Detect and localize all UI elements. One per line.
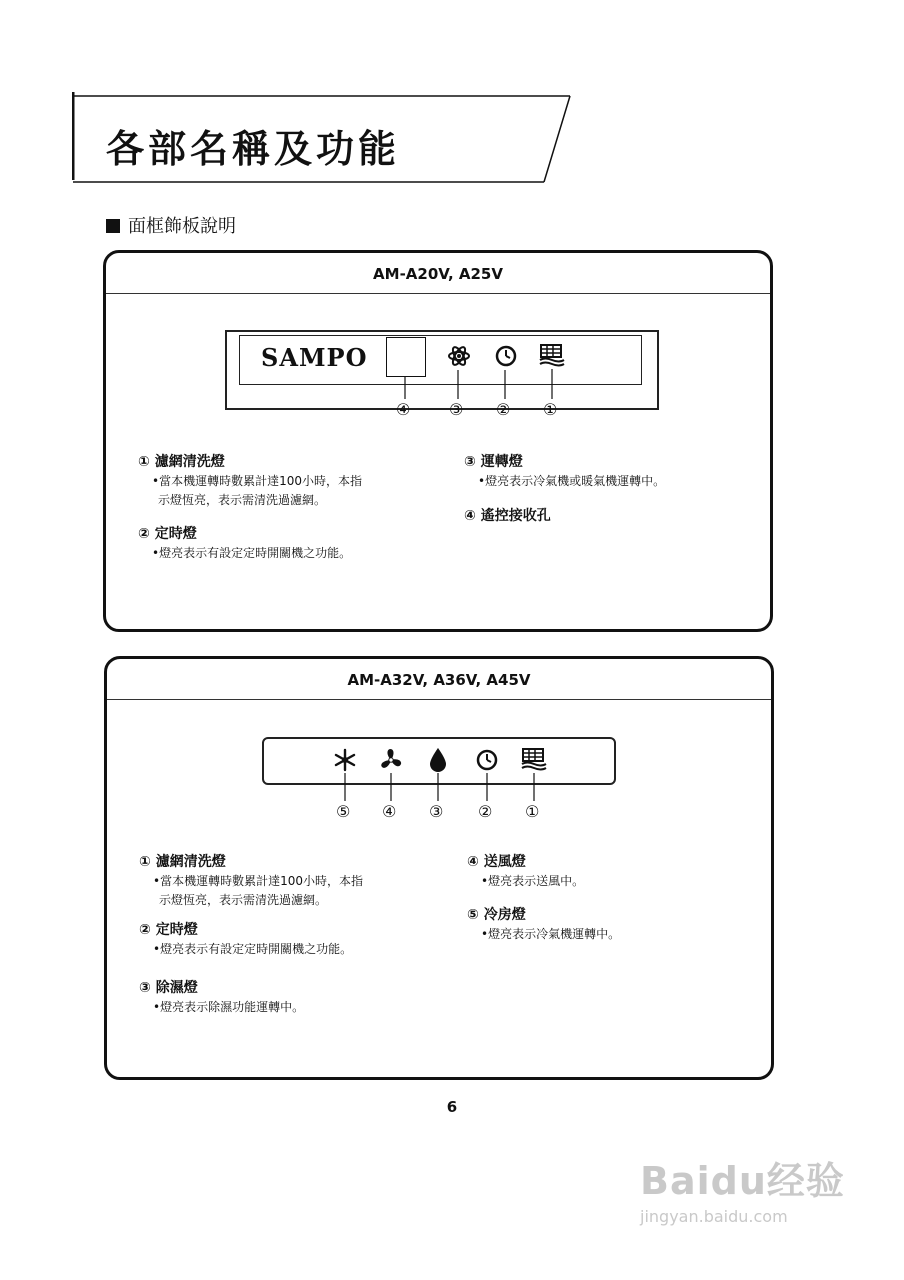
callout-2: ② — [478, 802, 493, 821]
item-heading: ③ 運轉燈 — [464, 454, 523, 470]
square-bullet-icon — [106, 219, 120, 233]
item-heading: ⑤ 冷房燈 — [467, 907, 526, 923]
item-body-line: •燈亮表示冷氣機運轉中。 — [481, 927, 621, 941]
description-timer-light — [138, 525, 351, 563]
item-body-line: •燈亮表示有設定定時開關機之功能。 — [153, 942, 353, 956]
callout-4: ④ — [396, 400, 411, 419]
section-heading-text: 面框飾板說明 — [128, 216, 236, 237]
description-filter-light — [138, 453, 362, 510]
item-body-line: •燈亮表示有設定定時開關機之功能。 — [152, 546, 352, 560]
item-body-line: •當本機運轉時數累計達100小時，本指 — [153, 874, 363, 888]
page-number: 6 — [446, 1098, 458, 1116]
item-body-line: 示燈恆亮，表示需清洗過濾網。 — [159, 893, 328, 907]
description-dehumidify-light — [139, 979, 304, 1017]
section-heading — [106, 212, 236, 238]
callout-3: ③ — [449, 400, 464, 419]
item-body-line: •燈亮表示除濕功能運轉中。 — [153, 1000, 305, 1014]
description-timer-light — [139, 921, 352, 959]
item-body-line: •當本機運轉時數累計達100小時，本指 — [152, 474, 362, 488]
page-title: 各部名稱及功能 — [106, 127, 401, 171]
callout-2: ② — [496, 400, 511, 419]
callout-4: ④ — [382, 802, 397, 821]
item-heading: ② 定時燈 — [138, 526, 197, 542]
callout-5: ⑤ — [336, 802, 351, 821]
description-fan-light — [467, 853, 584, 891]
watermark-url: jingyan.baidu.com — [640, 1207, 788, 1226]
brand-logo: SAMPO — [261, 343, 368, 372]
panel-model-title: AM-A32V, A36V, A45V — [347, 671, 531, 689]
callout-3: ③ — [429, 802, 444, 821]
item-body-line: •燈亮表示送風中。 — [481, 874, 585, 888]
item-heading: ④ 遙控接收孔 — [464, 508, 551, 524]
watermark-logo: Baidu经验 — [640, 1159, 845, 1203]
description-remote-receiver — [464, 507, 551, 526]
description-cooling-light — [467, 906, 620, 944]
callout-1: ① — [525, 802, 540, 821]
item-heading: ② 定時燈 — [139, 922, 198, 938]
item-heading: ① 濾網清洗燈 — [138, 454, 225, 470]
panel-am-a32v — [104, 656, 774, 1080]
callout-leader-lines — [106, 253, 770, 423]
callout-1: ① — [543, 400, 558, 419]
item-heading: ① 濾網清洗燈 — [139, 854, 226, 870]
panel-model-title: AM-A20V, A25V — [373, 265, 503, 283]
item-body-line: •燈亮表示冷氣機或暖氣機運轉中。 — [478, 474, 666, 488]
watermark — [640, 1150, 845, 1226]
panel-am-a20v — [103, 250, 773, 632]
description-operation-light — [464, 453, 665, 491]
item-heading: ③ 除濕燈 — [139, 980, 198, 996]
item-body-line: 示燈恆亮，表示需清洗過濾網。 — [158, 493, 327, 507]
item-heading: ④ 送風燈 — [467, 854, 526, 870]
description-filter-light — [139, 853, 363, 910]
